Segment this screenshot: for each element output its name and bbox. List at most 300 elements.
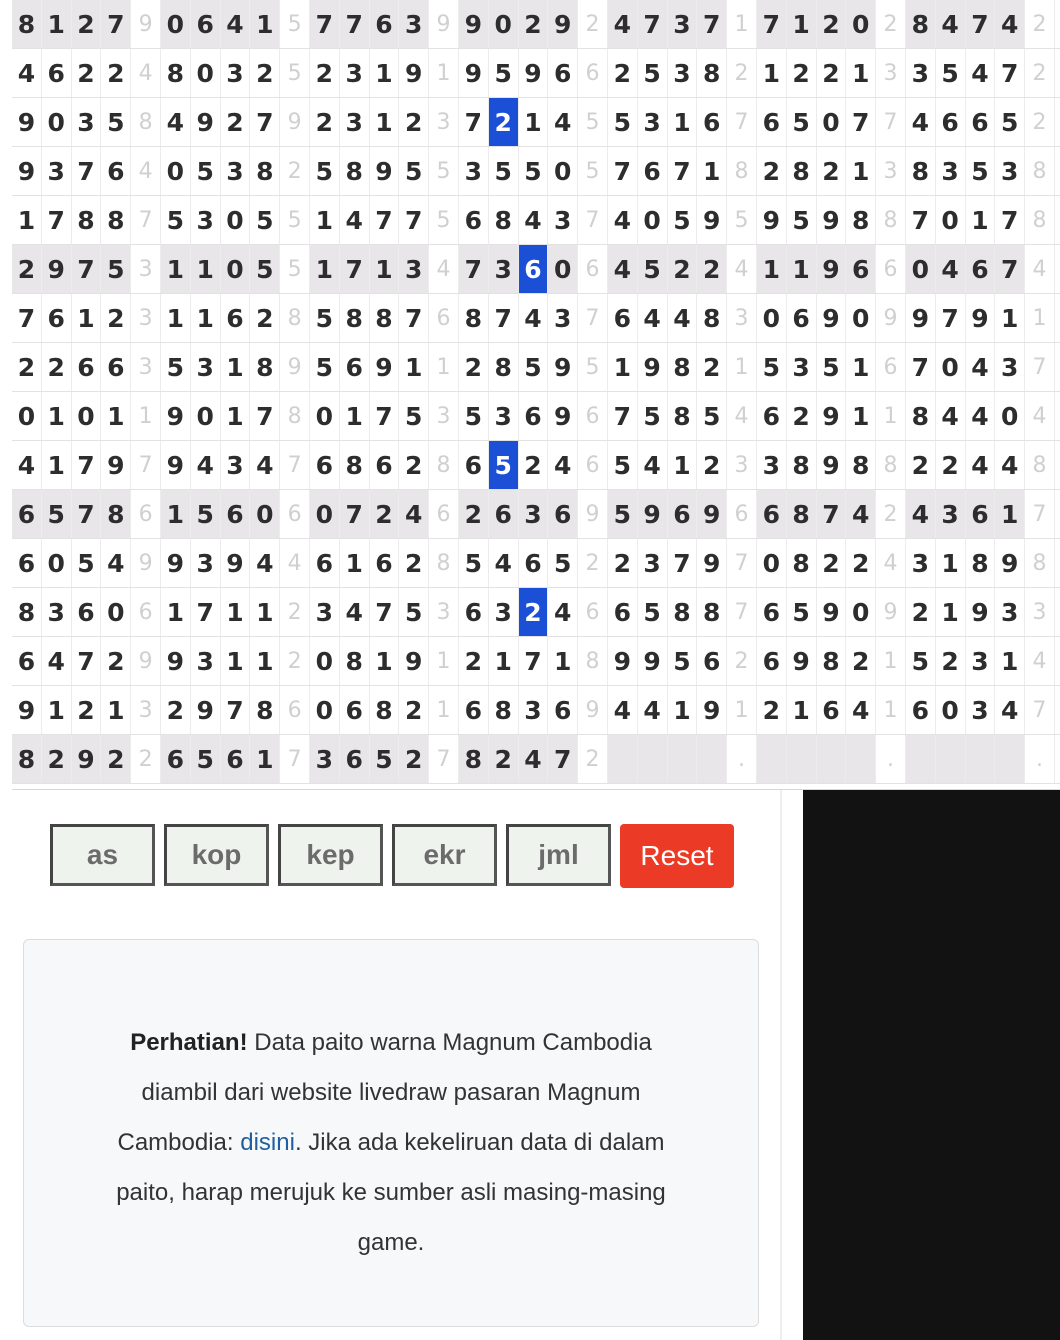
- paito-digit[interactable]: 8: [250, 147, 280, 195]
- paito-digit[interactable]: 6: [72, 343, 102, 391]
- paito-digit[interactable]: 1: [548, 637, 578, 685]
- paito-digit[interactable]: 4: [846, 490, 876, 538]
- paito-digit[interactable]: 4: [995, 686, 1025, 734]
- button-ekr[interactable]: ekr: [392, 824, 497, 886]
- paito-digit[interactable]: 3: [310, 588, 340, 636]
- paito-digit[interactable]: 6: [161, 735, 191, 783]
- paito-digit[interactable]: 1: [101, 686, 131, 734]
- paito-digit[interactable]: 0: [817, 98, 847, 146]
- paito-digit[interactable]: 4: [548, 98, 578, 146]
- paito-digit[interactable]: 2: [310, 98, 340, 146]
- paito-digit[interactable]: 3: [42, 147, 72, 195]
- paito-digit[interactable]: 5: [638, 245, 668, 293]
- paito-digit[interactable]: 7: [995, 49, 1025, 97]
- paito-digit[interactable]: 5: [966, 147, 996, 195]
- paito-digit[interactable]: 5: [489, 441, 519, 489]
- paito-digit[interactable]: 7: [995, 245, 1025, 293]
- paito-digit[interactable]: 2: [310, 49, 340, 97]
- paito-digit[interactable]: 0: [638, 196, 668, 244]
- paito-digit[interactable]: 7: [697, 0, 727, 48]
- paito-digit[interactable]: 0: [12, 392, 42, 440]
- paito-digit[interactable]: 4: [936, 245, 966, 293]
- paito-digit[interactable]: 2: [221, 98, 251, 146]
- paito-digit[interactable]: 4: [936, 392, 966, 440]
- paito-digit[interactable]: 3: [191, 343, 221, 391]
- paito-digit[interactable]: [995, 735, 1025, 783]
- paito-digit[interactable]: 8: [787, 539, 817, 587]
- paito-digit[interactable]: 1: [42, 686, 72, 734]
- paito-digit[interactable]: 6: [846, 245, 876, 293]
- paito-digit[interactable]: 8: [846, 441, 876, 489]
- paito-digit[interactable]: 7: [906, 343, 936, 391]
- paito-digit[interactable]: 4: [608, 0, 638, 48]
- paito-digit[interactable]: 3: [757, 441, 787, 489]
- paito-digit[interactable]: 9: [12, 686, 42, 734]
- paito-digit[interactable]: 3: [906, 539, 936, 587]
- paito-digit[interactable]: 2: [936, 637, 966, 685]
- paito-digit[interactable]: 2: [370, 490, 400, 538]
- paito-digit[interactable]: 9: [817, 294, 847, 342]
- paito-digit[interactable]: 7: [221, 686, 251, 734]
- paito-digit[interactable]: 8: [459, 294, 489, 342]
- paito-digit[interactable]: 7: [72, 147, 102, 195]
- paito-digit[interactable]: 2: [12, 343, 42, 391]
- paito-digit[interactable]: 9: [399, 637, 429, 685]
- paito-digit[interactable]: 1: [310, 196, 340, 244]
- paito-digit[interactable]: 0: [310, 686, 340, 734]
- paito-digit[interactable]: 5: [638, 49, 668, 97]
- paito-digit[interactable]: 6: [101, 147, 131, 195]
- paito-digit[interactable]: 6: [966, 245, 996, 293]
- paito-digit[interactable]: 8: [101, 196, 131, 244]
- paito-digit[interactable]: 7: [995, 196, 1025, 244]
- paito-digit[interactable]: 6: [519, 392, 549, 440]
- paito-digit[interactable]: 9: [608, 637, 638, 685]
- paito-digit[interactable]: 2: [817, 147, 847, 195]
- paito-digit[interactable]: 4: [608, 245, 638, 293]
- paito-digit[interactable]: 0: [757, 539, 787, 587]
- paito-digit[interactable]: 9: [548, 343, 578, 391]
- paito-digit[interactable]: 3: [221, 147, 251, 195]
- paito-digit[interactable]: 1: [221, 392, 251, 440]
- paito-digit[interactable]: 2: [757, 686, 787, 734]
- paito-digit[interactable]: 9: [697, 490, 727, 538]
- paito-digit[interactable]: [966, 735, 996, 783]
- paito-digit[interactable]: 5: [608, 98, 638, 146]
- paito-digit[interactable]: 8: [668, 343, 698, 391]
- paito-digit[interactable]: 1: [250, 0, 280, 48]
- paito-digit[interactable]: 7: [191, 588, 221, 636]
- paito-digit[interactable]: 8: [846, 196, 876, 244]
- paito-digit[interactable]: 4: [101, 539, 131, 587]
- paito-digit[interactable]: 6: [370, 441, 400, 489]
- paito-digit[interactable]: 7: [340, 0, 370, 48]
- paito-digit[interactable]: 0: [936, 343, 966, 391]
- paito-digit[interactable]: 8: [72, 196, 102, 244]
- paito-digit[interactable]: 8: [787, 490, 817, 538]
- paito-digit[interactable]: 4: [638, 686, 668, 734]
- paito-digit[interactable]: 9: [817, 245, 847, 293]
- paito-digit[interactable]: 6: [757, 588, 787, 636]
- paito-digit[interactable]: 8: [340, 294, 370, 342]
- paito-digit[interactable]: 7: [310, 0, 340, 48]
- paito-digit[interactable]: 5: [161, 343, 191, 391]
- paito-digit[interactable]: [936, 735, 966, 783]
- paito-digit[interactable]: 1: [250, 735, 280, 783]
- paito-digit[interactable]: 1: [161, 588, 191, 636]
- paito-digit[interactable]: 9: [817, 392, 847, 440]
- paito-digit[interactable]: 2: [817, 539, 847, 587]
- paito-digit[interactable]: 1: [42, 392, 72, 440]
- paito-digit[interactable]: [668, 735, 698, 783]
- paito-digit[interactable]: 4: [936, 0, 966, 48]
- paito-digit[interactable]: 4: [906, 490, 936, 538]
- paito-digit[interactable]: 3: [519, 686, 549, 734]
- paito-digit[interactable]: [846, 735, 876, 783]
- paito-digit[interactable]: [757, 735, 787, 783]
- paito-digit[interactable]: 1: [42, 0, 72, 48]
- paito-digit[interactable]: 5: [191, 490, 221, 538]
- paito-digit[interactable]: 9: [966, 588, 996, 636]
- paito-digit[interactable]: 3: [340, 49, 370, 97]
- paito-digit[interactable]: 5: [697, 392, 727, 440]
- paito-digit[interactable]: 9: [817, 441, 847, 489]
- paito-digit[interactable]: 5: [668, 196, 698, 244]
- paito-digit[interactable]: 1: [161, 294, 191, 342]
- paito-digit[interactable]: 4: [608, 686, 638, 734]
- paito-digit[interactable]: 1: [787, 686, 817, 734]
- paito-digit[interactable]: 4: [668, 294, 698, 342]
- paito-digit[interactable]: 3: [548, 294, 578, 342]
- paito-digit[interactable]: 6: [548, 686, 578, 734]
- paito-digit[interactable]: 7: [72, 490, 102, 538]
- paito-digit[interactable]: 4: [489, 539, 519, 587]
- paito-digit[interactable]: 7: [250, 392, 280, 440]
- paito-digit[interactable]: 2: [936, 441, 966, 489]
- paito-digit[interactable]: 6: [608, 588, 638, 636]
- paito-digit[interactable]: 8: [12, 735, 42, 783]
- paito-digit[interactable]: 8: [459, 735, 489, 783]
- button-kep[interactable]: kep: [278, 824, 383, 886]
- paito-digit[interactable]: 9: [191, 98, 221, 146]
- paito-digit[interactable]: 3: [489, 588, 519, 636]
- paito-digit[interactable]: 1: [42, 441, 72, 489]
- paito-digit[interactable]: 6: [697, 98, 727, 146]
- paito-digit[interactable]: 1: [72, 294, 102, 342]
- paito-digit[interactable]: 8: [12, 588, 42, 636]
- paito-digit[interactable]: 0: [191, 392, 221, 440]
- paito-digit[interactable]: 5: [191, 147, 221, 195]
- paito-digit[interactable]: 1: [966, 196, 996, 244]
- paito-digit[interactable]: 5: [459, 539, 489, 587]
- paito-digit[interactable]: 6: [757, 637, 787, 685]
- paito-digit[interactable]: 9: [370, 147, 400, 195]
- paito-digit[interactable]: 2: [787, 392, 817, 440]
- paito-digit[interactable]: 1: [101, 392, 131, 440]
- paito-digit[interactable]: 2: [399, 441, 429, 489]
- paito-digit[interactable]: 4: [42, 637, 72, 685]
- paito-digit[interactable]: 3: [668, 0, 698, 48]
- paito-digit[interactable]: 1: [519, 98, 549, 146]
- paito-digit[interactable]: 2: [101, 637, 131, 685]
- paito-digit[interactable]: 8: [668, 588, 698, 636]
- paito-digit[interactable]: 0: [72, 392, 102, 440]
- paito-digit[interactable]: 6: [519, 539, 549, 587]
- paito-digit[interactable]: 8: [340, 147, 370, 195]
- paito-digit[interactable]: 2: [72, 49, 102, 97]
- paito-digit[interactable]: 2: [697, 343, 727, 391]
- paito-digit[interactable]: 7: [489, 294, 519, 342]
- paito-digit[interactable]: 2: [817, 49, 847, 97]
- paito-digit[interactable]: 2: [459, 343, 489, 391]
- paito-digit[interactable]: 3: [966, 637, 996, 685]
- paito-digit[interactable]: 6: [787, 294, 817, 342]
- paito-digit[interactable]: 9: [757, 196, 787, 244]
- button-kop[interactable]: kop: [164, 824, 269, 886]
- paito-digit[interactable]: 1: [221, 637, 251, 685]
- paito-digit[interactable]: 1: [370, 637, 400, 685]
- paito-digit[interactable]: 9: [787, 637, 817, 685]
- paito-digit[interactable]: 2: [101, 294, 131, 342]
- paito-digit[interactable]: 6: [459, 588, 489, 636]
- paito-digit[interactable]: 1: [995, 637, 1025, 685]
- paito-digit[interactable]: 4: [191, 441, 221, 489]
- paito-digit[interactable]: 8: [906, 147, 936, 195]
- paito-digit[interactable]: 7: [966, 0, 996, 48]
- paito-digit[interactable]: 5: [787, 588, 817, 636]
- paito-digit[interactable]: 2: [42, 343, 72, 391]
- paito-digit[interactable]: 4: [340, 196, 370, 244]
- paito-digit[interactable]: 5: [459, 392, 489, 440]
- paito-digit[interactable]: 9: [548, 392, 578, 440]
- paito-digit[interactable]: 4: [161, 98, 191, 146]
- paito-digit[interactable]: 5: [161, 196, 191, 244]
- paito-digit[interactable]: 0: [101, 588, 131, 636]
- paito-digit[interactable]: 4: [995, 441, 1025, 489]
- paito-digit[interactable]: 6: [340, 686, 370, 734]
- paito-digit[interactable]: 2: [489, 98, 519, 146]
- paito-digit[interactable]: 2: [697, 441, 727, 489]
- paito-digit[interactable]: 2: [399, 539, 429, 587]
- paito-digit[interactable]: 5: [936, 49, 966, 97]
- paito-digit[interactable]: 5: [250, 196, 280, 244]
- paito-digit[interactable]: 4: [846, 686, 876, 734]
- paito-digit[interactable]: 9: [697, 196, 727, 244]
- paito-digit[interactable]: 7: [459, 98, 489, 146]
- paito-digit[interactable]: 7: [72, 637, 102, 685]
- paito-digit[interactable]: 7: [757, 0, 787, 48]
- paito-digit[interactable]: 0: [310, 637, 340, 685]
- paito-digit[interactable]: 6: [12, 637, 42, 685]
- paito-digit[interactable]: 5: [906, 637, 936, 685]
- paito-digit[interactable]: 1: [310, 245, 340, 293]
- paito-digit[interactable]: 4: [966, 392, 996, 440]
- paito-digit[interactable]: 5: [399, 588, 429, 636]
- paito-digit[interactable]: 3: [221, 441, 251, 489]
- paito-digit[interactable]: 5: [310, 294, 340, 342]
- paito-digit[interactable]: 8: [489, 343, 519, 391]
- paito-digit[interactable]: 8: [817, 637, 847, 685]
- paito-digit[interactable]: 9: [399, 49, 429, 97]
- paito-digit[interactable]: 5: [638, 588, 668, 636]
- paito-digit[interactable]: 8: [787, 147, 817, 195]
- paito-digit[interactable]: 3: [399, 245, 429, 293]
- paito-digit[interactable]: [906, 735, 936, 783]
- paito-digit[interactable]: 8: [370, 686, 400, 734]
- paito-digit[interactable]: 2: [697, 245, 727, 293]
- paito-digit[interactable]: 5: [310, 147, 340, 195]
- paito-digit[interactable]: 6: [489, 490, 519, 538]
- paito-digit[interactable]: 7: [250, 98, 280, 146]
- paito-digit[interactable]: 1: [250, 588, 280, 636]
- paito-digit[interactable]: 5: [42, 490, 72, 538]
- paito-digit[interactable]: 2: [668, 245, 698, 293]
- paito-digit[interactable]: 9: [221, 539, 251, 587]
- paito-digit[interactable]: 0: [250, 490, 280, 538]
- paito-digit[interactable]: 0: [548, 245, 578, 293]
- paito-digit[interactable]: 7: [370, 588, 400, 636]
- paito-digit[interactable]: 2: [399, 686, 429, 734]
- paito-digit[interactable]: 3: [995, 343, 1025, 391]
- paito-digit[interactable]: 7: [936, 294, 966, 342]
- paito-digit[interactable]: 6: [936, 98, 966, 146]
- paito-digit[interactable]: 3: [787, 343, 817, 391]
- paito-digit[interactable]: 6: [548, 490, 578, 538]
- paito-digit[interactable]: 2: [101, 49, 131, 97]
- paito-digit[interactable]: 0: [310, 392, 340, 440]
- paito-digit[interactable]: 1: [191, 245, 221, 293]
- paito-digit[interactable]: 3: [936, 490, 966, 538]
- paito-digit[interactable]: 1: [757, 245, 787, 293]
- paito-digit[interactable]: 8: [370, 294, 400, 342]
- paito-digit[interactable]: 6: [221, 294, 251, 342]
- paito-digit[interactable]: 1: [757, 49, 787, 97]
- paito-digit[interactable]: 8: [906, 0, 936, 48]
- paito-digit[interactable]: 2: [846, 637, 876, 685]
- paito-digit[interactable]: 6: [340, 735, 370, 783]
- paito-digit[interactable]: 8: [12, 0, 42, 48]
- paito-digit[interactable]: 2: [250, 294, 280, 342]
- paito-digit[interactable]: 6: [668, 490, 698, 538]
- paito-digit[interactable]: 2: [72, 0, 102, 48]
- paito-digit[interactable]: 3: [340, 98, 370, 146]
- paito-digit[interactable]: 0: [936, 196, 966, 244]
- paito-digit[interactable]: 1: [787, 0, 817, 48]
- paito-digit[interactable]: 2: [906, 441, 936, 489]
- paito-digit[interactable]: 7: [608, 392, 638, 440]
- paito-digit[interactable]: 6: [757, 392, 787, 440]
- paito-digit[interactable]: 4: [12, 441, 42, 489]
- paito-digit[interactable]: 9: [995, 539, 1025, 587]
- paito-digit[interactable]: 3: [519, 490, 549, 538]
- paito-digit[interactable]: 7: [340, 490, 370, 538]
- paito-digit[interactable]: 4: [250, 539, 280, 587]
- paito-digit[interactable]: 7: [638, 0, 668, 48]
- paito-digit[interactable]: 5: [370, 735, 400, 783]
- paito-digit[interactable]: 7: [370, 196, 400, 244]
- paito-digit[interactable]: 5: [250, 245, 280, 293]
- paito-digit[interactable]: 5: [757, 343, 787, 391]
- paito-digit[interactable]: 4: [966, 441, 996, 489]
- paito-digit[interactable]: 4: [906, 98, 936, 146]
- paito-digit[interactable]: 1: [846, 343, 876, 391]
- paito-digit[interactable]: 4: [966, 49, 996, 97]
- paito-digit[interactable]: 8: [697, 294, 727, 342]
- paito-digit[interactable]: 6: [101, 343, 131, 391]
- reset-button[interactable]: Reset: [620, 824, 734, 888]
- paito-digit[interactable]: 4: [519, 294, 549, 342]
- paito-digit[interactable]: 8: [250, 686, 280, 734]
- paito-digit[interactable]: 0: [489, 0, 519, 48]
- paito-digit[interactable]: 3: [638, 98, 668, 146]
- paito-digit[interactable]: 9: [161, 441, 191, 489]
- paito-digit[interactable]: 9: [191, 686, 221, 734]
- paito-digit[interactable]: 8: [697, 588, 727, 636]
- paito-digit[interactable]: 3: [42, 588, 72, 636]
- paito-digit[interactable]: 5: [399, 147, 429, 195]
- paito-digit[interactable]: 6: [906, 686, 936, 734]
- paito-digit[interactable]: 4: [519, 735, 549, 783]
- paito-digit[interactable]: 0: [221, 245, 251, 293]
- paito-digit[interactable]: 7: [12, 294, 42, 342]
- paito-digit[interactable]: 7: [608, 147, 638, 195]
- paito-digit[interactable]: 1: [787, 245, 817, 293]
- paito-digit[interactable]: 2: [459, 637, 489, 685]
- paito-digit[interactable]: 4: [340, 588, 370, 636]
- paito-digit[interactable]: 6: [966, 98, 996, 146]
- paito-digit[interactable]: [817, 735, 847, 783]
- paito-digit[interactable]: 1: [161, 490, 191, 538]
- paito-digit[interactable]: 5: [191, 735, 221, 783]
- paito-digit[interactable]: 6: [459, 686, 489, 734]
- paito-digit[interactable]: 3: [638, 539, 668, 587]
- paito-digit[interactable]: 7: [101, 0, 131, 48]
- paito-digit[interactable]: 3: [489, 245, 519, 293]
- paito-digit[interactable]: 9: [548, 0, 578, 48]
- paito-digit[interactable]: 6: [638, 147, 668, 195]
- paito-digit[interactable]: 3: [459, 147, 489, 195]
- paito-digit[interactable]: 2: [459, 490, 489, 538]
- paito-digit[interactable]: 2: [12, 245, 42, 293]
- paito-digit[interactable]: 8: [787, 441, 817, 489]
- paito-digit[interactable]: 1: [12, 196, 42, 244]
- paito-digit[interactable]: 7: [72, 441, 102, 489]
- paito-digit[interactable]: [638, 735, 668, 783]
- paito-digit[interactable]: 9: [12, 147, 42, 195]
- paito-digit[interactable]: 9: [519, 49, 549, 97]
- paito-digit[interactable]: 8: [340, 637, 370, 685]
- paito-digit[interactable]: 2: [608, 539, 638, 587]
- paito-digit[interactable]: 7: [519, 637, 549, 685]
- paito-digit[interactable]: 1: [489, 637, 519, 685]
- paito-digit[interactable]: 3: [668, 49, 698, 97]
- paito-digit[interactable]: 9: [161, 637, 191, 685]
- paito-digit[interactable]: 2: [399, 735, 429, 783]
- paito-digit[interactable]: 5: [787, 196, 817, 244]
- paito-digit[interactable]: 2: [608, 49, 638, 97]
- paito-digit[interactable]: 8: [668, 392, 698, 440]
- paito-digit[interactable]: 1: [936, 588, 966, 636]
- paito-digit[interactable]: 6: [221, 490, 251, 538]
- paito-digit[interactable]: 1: [668, 441, 698, 489]
- paito-digit[interactable]: 0: [161, 0, 191, 48]
- paito-digit[interactable]: 8: [161, 49, 191, 97]
- paito-digit[interactable]: 8: [101, 490, 131, 538]
- paito-digit[interactable]: 1: [161, 245, 191, 293]
- paito-digit[interactable]: 3: [399, 0, 429, 48]
- paito-digit[interactable]: 0: [757, 294, 787, 342]
- paito-digit[interactable]: 5: [638, 392, 668, 440]
